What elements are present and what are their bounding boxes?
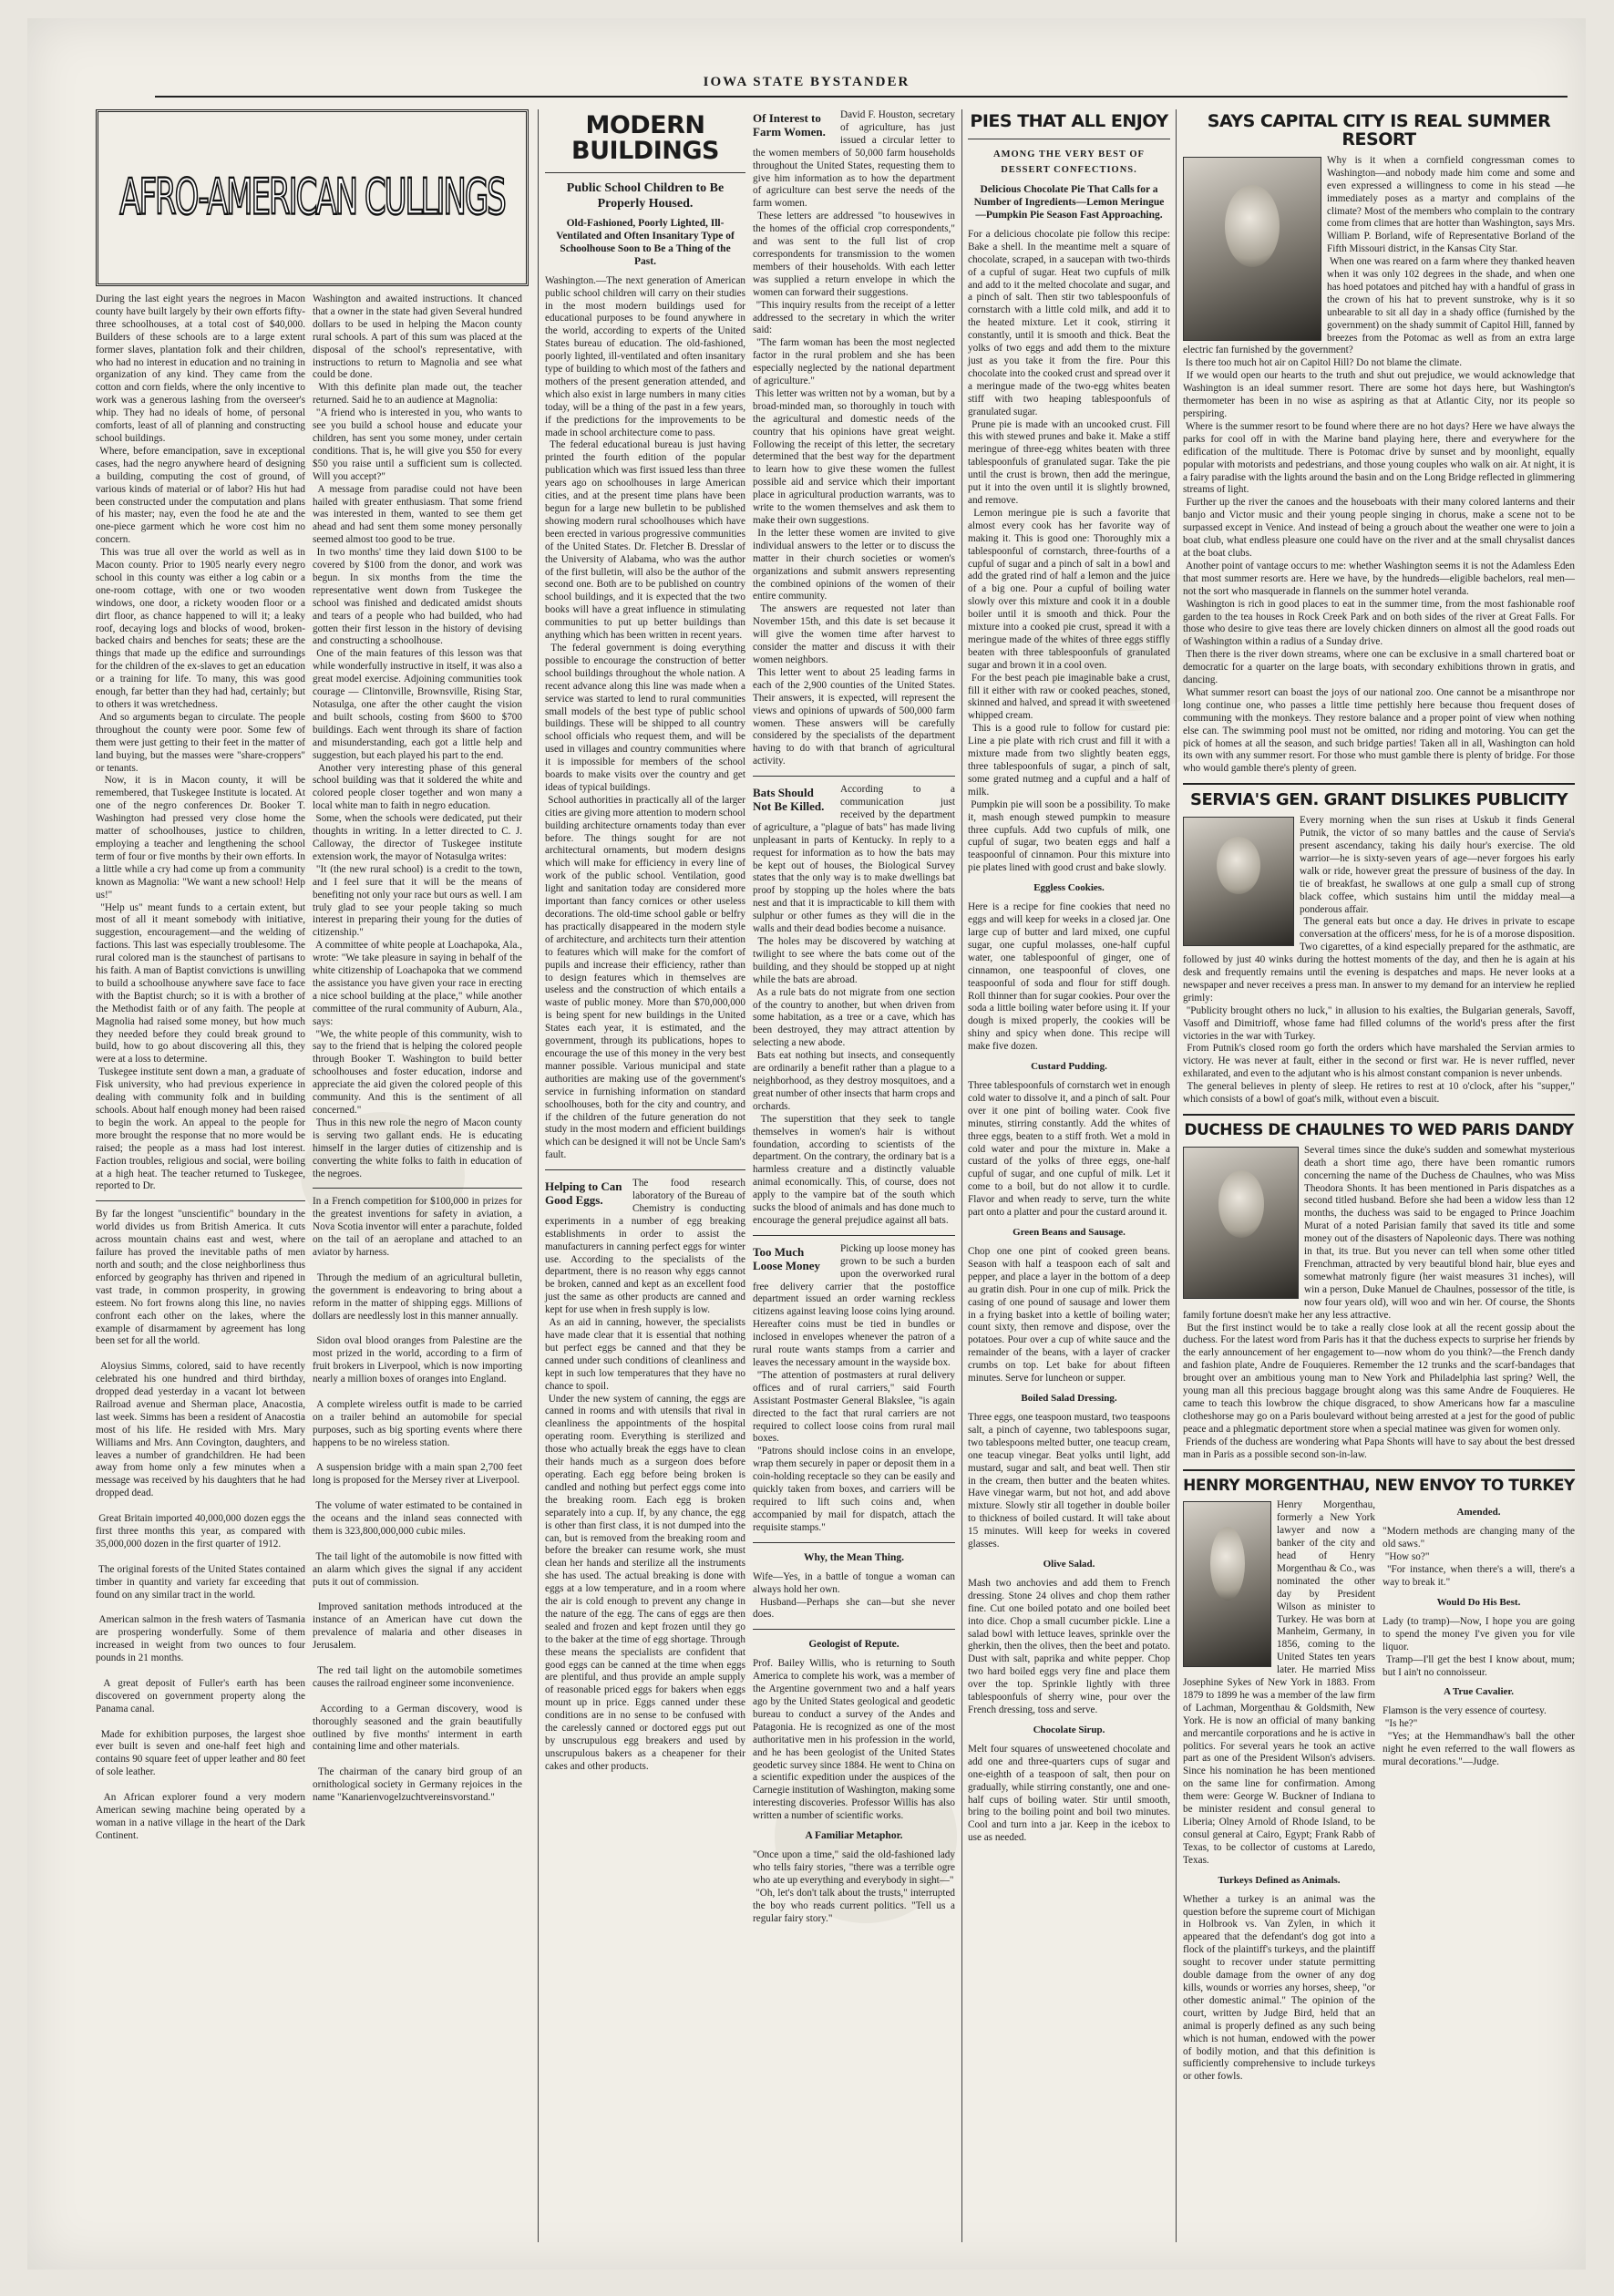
cullings-article-part2: Washington and awaited instructions. It chanced that a owner in the state had given Several hundred dollars to be used in helping the Macon county rural schools. A part of this sum was placed at the disposal of the school's representative, with instructions to return to Magnolia and see what could be done. With this definite plan made out, the teacher returned. Said he to an audience at Magnolia: "A friend who is interested in you, who wants to see you build a school house and educate your children, has sent you some money, under certain conditions. That is, he will give you $50 for every $50 you raise until a sufficient sum is collected. Will you accept?" A message from paradise could not have been hailed with greater enthusiasm. That some friend was interested in them, wanted to see them get ahead and had sent them some money personally seemed almost too good to be true. In two months' time they laid down $100 to be covered by $100 from the donor, and work was begun. In six months from the time the representative went down from Tuskegee the school was finished and dedicated amidst shouts and tears of a people who had builded, who had gotten their first lesson in the history of devising and constructing a schoolhouse. One of the main features of this lesson was that while wonderfully instructive in itself, it was also a great model exercise. Adjoining communities took courage — Clintonville, Brownsville, Rising Star, Notasulga, one after the other caught the vision and built schools, costing from $600 to $700 buildings. Each went through its share of faction and misunderstanding, each got a little help and suggestion, but each played his part to the end. Another very interesting phase of this general school building was that it soldered the white and colored people closer together and won many a local white man to faith in negro education. Some, when the schools were dedicated, put their thoughts in writing. In a letter directed to C. J. Calloway, the director of Tuskegee institute extension work, the mayor of Notasulga writes: "It (the new rural school) is a credit to the town, and I feel sure that it will be the means of benefiting not only your race but ours as well. I am truly glad to see your people taking so much interest in preparing their young for the duties of citizenship." A committee of white people at Loachapoka, Ala., wrote: "We take pleasure in saying in behalf of the white citizenship of Loachapoka that we commend the assistance you have given your race in erecting a nice school building at the place," while another committee of the rural community of Auburn, Ala., says: "We, the white people of this community, wish to say to the friend that is helping the colored people through Booker T. Washington to build better schoolhouses and foster education, indorse and appreciate the aid given the colored people of this community. And this is the sentiment of all concerned." Thus in this new role the negro of Macon county is serving two gallant ends. He is educating himself in the larger duties of citizenship and is converting the white folks to faith in education of the negroes. (313, 293, 523, 1179)
best-text: Lady (to tramp)—Now, I hope you are going to spend the money I've given you for vile liquor. Tramp—I'll get the best I know about, mum; but I ain't no connoisseur. (1383, 1615, 1575, 1678)
custard-text: Three tablespoonfuls of cornstarch wet in enough cold water to dissolve it, and a pinch of salt. Pour over it one pint of boiling water. Cook five minutes, stirring constantly. Add the whites of three eggs, beaten to a stiff froth. Wet a mold in cold water and pour the mixture in. Make a custard of the yolks of three eggs, one-half cupful of sugar, and one cupful of milk. Let it come to a boil, but do not allow it to curdle. Flavor and when ready to serve, turn the white part onto a platter and pour the custard around it. (968, 1080, 1173, 1219)
cookies-head: Eggless Cookies. (1033, 882, 1105, 894)
geologist-head: Geologist of Repute. (808, 1639, 900, 1651)
column-rule (961, 109, 962, 2242)
cullings-article-part1: During the last eight years the negroes in Macon county have built largely by their own efforts fifty-three schoolhouses, at a total cost of $40,000. Builders of these schools are to a large extent former slaves, plantation folk and their children, who had no interest in education and no training in organization of any kind. They came from the cotton and corn fields, where the only incentive to work was a generous lashing from the overseer's whip. They had no ideals of home, of personal comforts, least of all of planning and constructing school buildings. Where, before emancipation, save in exceptional cases, had the negro anywhere heard of designing a building, computing the cost of ground, of various kinds of material or of labor? His hut had been constructed under the computation and plans of his master; nay, even the food he ate and the one-piece garment which he wore cost him no concern. This was true all over the world as well as in Macon county. Prior to 1905 nearly every negro school in this county was either a log cabin or a one-room cottage, with one or two wooden windows, one door, a rickety wooden floor or a dirt floor, as chance happened to will it; a leaky roof, decaying logs and blocks of wood, broken-backed chairs and benches for seats; these are the things that made up the edifice and surroundings for the children of the ex-slaves to get an education or a training for life. To many, this was good enough, far better than they had had, certainly; but to others it was wretchedness. And so arguments began to circulate. The people throughout the county were poor. Some few of them were just getting to their feet in the matter of land buying, but the masses were "share-croppers" or tenants. Now, it is in Macon county, it will be remembered, that Tuskegee Institute is located. At one of the negro conferences Dr. Booker T. Washington had pressed very close home the matter of schoolhouses, justice to children, employing a teacher and lengthening the school term of four or five months by their own efforts. In a little while a cry had come up from a community known as Magnolia: "We want a new school! Help us!" "Help us" meant funds to a certain extent, but most of all it meant somebody with initiative, suggestion, encouragement—and the welding of factions. This last was especially troublesome. The rural colored man is the staunchest of partisans to his faith. A man of Baptist convictions is unwilling to build a schoolhouse anywhere save face to face with the Baptist church; so it is with a brother of the Methodist faith or of any faith. The people at Magnolia had raised some money, but how much they needed before they could break ground to build, how to go about discovering all this, they were at a loss to determine. Tuskegee institute sent down a man, a graduate of Fisk university, who had previous experience in dealing with community folk and in building schools. About half enough money had been raised to begin the work. An appeal to the people for more brought the response that no more would be raised; the people as a mass had lost interest. Faction troubles, religious and social, were boiling at a high heat. The teacher returned to Tuskegee, reported to Dr. (96, 293, 306, 1192)
modern-buildings-deck: Old-Fashioned, Poorly Lighted, Ill-Ventilated and Often Insanitary Type of Schoolhouse Soon to Be a Thing of the Past. (556, 217, 735, 267)
modern-buildings-text: Washington.—The next generation of American public school children will carry on their studies in the most modern buildings used for educational purposes to be found anywhere in the world, according to experts of the United States bureau of education. The old-fashioned, poorly lighted, ill-ventilated and often insanitary type of building to which most of the fathers and mothers of the present generation attended, and which also exist in large numbers in many cities today, will be a thing of the past in a few years, if the predictions for the improvements to be made in school architecture come to pass. The federal educational bureau is just having printed the fourth edition of the popular publication which was first issued less than three years ago on schoolhouses in large American cities, and at the present time plans have been begun for a large new bulletin to be published showing modern rural schoolhouses which have been erected in various progressive communities of the United States. Dr. Fletcher B. Dresslar of the University of Alabama, who was the author of the first bulletin, will also be the author of the second one. Both are to be published on country school buildings, and it is expected that the two books will have a great influence in stimulating communities to put up better buildings than anything which has been written in recent years. The federal government is doing everything possible to encourage the construction of better school buildings throughout the whole nation. A recent advance along this line was made when a service was started to lend to rural communities small models of the best type of public school buildings. These will be shipped to all country school officials who request them, and will be used in villages and country communities where it is impossible for members of the school boards to make visits over the country and get ideas of typical buildings. School authorities in practically all of the larger cities are giving more attention to modern school building architecture ornaments today than ever before. The things sought for are not architectural ornaments, but modern designs which will make for efficiency in every line of work of the public school. Ventilation, good light and sanitation today are considered more important than fancy cornices or other useless decorations. The old-time school gable or belfry has practically disappeared in the modern style of architecture, and architects turn their attention to features which will make for the comfort of pupils and increase their efficiency, rather than to design features which in themselves are useless and the construction of which entails a waste of public money. More than $70,000,000 is being spent for new buildings in the United States each year, it is estimated, and the government, through its publications, hopes to encourage the use of this money in the very best manner possible. Various municipal and state authorities are making use of the government's service in furnishing information on standard schoolhouses, both for the city and country, and if the children of the future generation do not study in the most modern and efficient buildings which can be designed it will not be Uncle Sam's fault. (545, 274, 746, 1161)
sirup-head: Chocolate Sirup. (1033, 1724, 1105, 1735)
cavalier-head: A True Cavalier. (1443, 1686, 1515, 1698)
newspaper-page (27, 18, 1586, 2270)
modern-buildings-subhead: Public School Children to Be Properly Housed. (566, 180, 725, 211)
cullings-title: AFRO-AMERICAN CULLINGS (119, 169, 505, 227)
metaphor-text: "Once upon a time," said the old-fashioned lady who tells fairy stories, "there was a terrible ogre who ate up everything and everybody in sight—" "Oh, let's don't talk about the trusts," interrupted the boy who reads current politics. "Tell us a regular fairy story." (753, 1849, 956, 1924)
farm-women-sidehead: Of Interest to Farm Women. (753, 111, 826, 139)
olive-head: Olive Salad. (1043, 1558, 1095, 1570)
capital-city-text: Why is it when a cornfield congressman comes to Washington—and nobody made him come and some and even expressed a willingness to come in his stead —he immediately poses as a martyr and complains of the climate? Most of the members who complain to the contrary come from climes that are hotter than Washington, says Mrs. William P. Borland, wife of Representative Borland of the Fifth Missouri district, in the Kansas City Star. When one was reared on a farm where they thanked heaven when it was only 102 degrees in the shade, and when one has hoed potatoes and pitched hay with a handful of grass in the crown of his hat to prevent sunstroke, why is it so unbearable to sit all day in a shady office (furnished by the government) on the shady summit of Capitol Hill, fanned by breezes from the Potomac as well as from an extra large electric fan furnished by the government? Is there too much hot air on Capitol Hill? Do not blame the climate. If we would open our hearts to the truth and shut out prejudice, we would acknowledge that Washington is an ideal summer resort. There are some hot days here, but Washington's thermometer has been in no wise as aspiring as that at Atlantic City, nor its people so perspiring. Where is the summer resort to be found where there are no hot days? Here we have always the parks for cool off in with the Marine band playing here, there and everywhere for the edification of the multitude. There is Potomac drive by sunset and by moonlight, equally popular with motorists and pedestrians, and those young couples who walk on air. At night, it is a fairy paradise with the lights around the basin and on the Long Bridge reflected in glimmering streams of light. Further up the river the canoes and the houseboats with their many colored lanterns and their banjo and Victor music and their young people singing in chorus, make a scene not to be surpassed except in Venice. And instead of being a grouch about the weather one were to join a boat club, what endless pleasure one could have on the river and at the small chrysalist dances at the boat clubs. Another point of vantage occurs to me: whether Washington seems it is not the Adamless Eden that most summer resorts are. Here we have, by the hundreds—eligible bachelors, real men—not the sort who masquerade in flannels on the summer hotel veranda. Washington is rich in good places to eat in the summer time, from the most fashionable roof garden to the tea houses in Rock Creek Park and on both sides of the river at Great Falls. For those who desire to give teas there are lovely chicken dinners on almost all the good roads out of Washington within a radius of a Sunday drive. Then there is the river down streams, where one can be exclusive in a small chartered boat or democratic for a quarter on the large boats, with secondary exhibitions thrown in gratis, and dancing. What summer resort can boast the joys of our national zoo. One cannot be a misanthrope nor long continue one, who passes a little time pettishly here because thou frequent doses of communing with the monkeys. They restore balance and a proper point of view when nothing else can. The swimming pool must not be omitted, nor riding and motoring. You can get the pick of homes at all the season, and such bridge parties! Taken all in all, Washington can hold its own with any summer resort. For those who must gamble there is plenty of bridge. For those who would gamble there's plenty of green. (1183, 154, 1576, 775)
loose-money-sidehead: Too Much Loose Money (753, 1244, 821, 1272)
pies-deck: Delicious Chocolate Pie That Calls for a Number of Ingredients—Lemon Meringue—Pumpkin Pie Season Fast Approaching. (973, 183, 1165, 221)
morgenthau-headline: HENRY MORGENTHAU, NEW ENVOY TO TURKEY (1183, 1476, 1575, 1495)
bats-sidehead: Bats Should Not Be Killed. (753, 786, 825, 814)
duchess-portrait (1183, 1147, 1299, 1299)
custard-head: Custard Pudding. (1031, 1061, 1107, 1073)
mean-thing-head: Why, the Mean Thing. (803, 1551, 905, 1563)
dressing-head: Boiled Salad Dressing. (1021, 1392, 1117, 1404)
cookies-text: Here is a recipe for fine cookies that need no eggs and will keep for weeks in a closed jar. One large cup of butter and lard mixed, one cupful sugar, one cupful molasses, one-half cupful water, one tablespoonful of ginger, one of cinnamon, one teaspoonful of cloves, one teaspoonful of soda and flour for stiff dough. Roll thinner than for sugar cookies. Pour over the soda a little boiling water before using it. If your dough is mixed properly, the cookies will be shiny and spicy when done. This recipe will make five dozen. (968, 901, 1173, 1053)
beans-text: Chop one one pint of cooked green beans. Season with half a teaspoon each of salt and pepper, and place a layer in the bottom of a deep au gratin dish. Pour in one cup of milk. Prick the casing of one pound of sausage and lower them in a frying basket into a kettle of boiling water; count sixty, then remove and dispose, over the potatoes. Pour over a cup of white sauce and the remainder of the beans, with a layer of cracker crumbs on top. Let bake for about fifteen minutes. Serve for luncheon or supper. (968, 1246, 1173, 1385)
eggs-text: The food research laboratory of the Bureau of Chemistry is conducting experiments in a number of egg breaking establishments in order to assist the manufacturers in canning perfect eggs for winter use. According to the specialists of the department, there is no reason why eggs cannot be broken, canned and kept as an excellent food just the same as other products are canned and kept for use when in fresh supply is low. As an aid in canning, however, the specialists have made clear that it is essential that nothing but perfect eggs be canned and that they be canned under such conditions of cleanliness and kept in such low temperatures that they have no chance to spoil. Under the new system of canning, the eggs are canned in rooms and with utensils that rival in cleanliness the appointments of the hospital operating room. Everything is sterilized and those who actually break the eggs have to clean their hands much as a surgeon does before operating. Each egg before being broken is candled and nothing but perfect eggs come into the breaking room. Each egg is broken separately into a cup. If, by any chance, the egg is other than first class, it is not dumped into the can, but is removed from the breaking room and before the breaker can resume work, she must clean her hands and sterilize all the instruments she has used. The actual breaking is done with eggs at a low temperature, and in a room where the air is cold enough to prevent any change in the nature of the egg. The cans of eggs are then sealed and frozen and kept frozen until they go to the baker at the time of egg shortage. Through these means the specialists are confident that good eggs can be canned at the time when eggs are plentiful, and thus provide an ample supply of reasonable priced eggs for bakers when eggs mount up in price. Eggs canned under these conditions are in no sense to be confused with the carelessly canned or doctored eggs put out by unscrupulous egg breakers and used by unscrupulous bakers as a cheapener for their cakes and other products. (545, 1178, 746, 1772)
pies-headline: PIES THAT ALL ENJOY (970, 111, 1168, 131)
geologist-text: Prof. Bailey Willis, who is returning to South America to complete his work, was a member of the Argentine government two and a half years ago by the United States geological and geodetic bureau to conduct a survey of the Andes and Patagonia. He is recognized as one of the most authoritative men in his profession in the world, and he has been geologist of the United States geodetic survey since 1884. He went to China on a scientific expedition under the auspices of the Carnegie institution of Washington, making some interesting discoveries. Professor Willis has also written a number of scientific works. (753, 1658, 958, 1822)
beans-head: Green Beans and Sausage. (1013, 1227, 1126, 1238)
turkeys-text: Whether a turkey is an animal was the question before the supreme court of Michigan in Holbrook vs. Van Zylen, in which it appeared that the defendant's dog got into a flock of the plaintiff's turkeys, and the plaintiff sought to recover under statute permitting double damage from the owner of any dog kills, wounds or worries any horses, sheep, "or other domestic animal." The opinion of the court, written by Judge Bird, held that an animal is properly defined as any such being which is not human, endowed with the power of bodily motion, and that this definition is sufficiently comprehensive to include turkeys or other fowls. (1183, 1893, 1378, 2083)
pies-subhead: AMONG THE VERY BEST OF DESSERT CONFECTIONS. (993, 149, 1145, 175)
masthead: IOWA STATE BYSTANDER (703, 75, 910, 89)
servia-text: Every morning when the sun rises at Uskub it finds General Putnik, the victor of so many battles and the cause of Servia's present ascendancy, taking his daily hour's exercise. The old warrior—he is sixty-seven years of age—never forgoes his early walk or ride, however great the pressure of business of the day. In tie of breakfast, he swallows at one gulp a small cup of strong black coffee, which sustains him until the midday meal—a ponderous affair. The general eats but once a day. He drives in private to escape conversation at the officers' mess, for he is of a morose disposition. Two cigarettes, of a kind especially prepared for the asthmatic, are followed by just 40 winks during the hottest moments of the day, and then he is again at his desk and frequently remains until the evening is despatches and maps. He never looks at a newspaper and never receives a press man. In answer to my demand for an interview he replied grimly: "Publicity brought others no luck," in allusion to his exalties, the Bulgarian generals, Savoff, Vasoff and Dimitrioff, whose fame had filled columns of the world's press after the first victories in the war with Turkey. From Putnik's closed room go forth the orders which have marshaled the Servian armies to victory. He was never at fault, either in the second or first war. He is never ruffled, never exhilarated, and even to the adjutant who is his almost constant companion is never unbends. The general believes in plenty of sleep. He retires to rest at 10 o'clock, after his "supper," which consists of a bowl of goat's milk, without even a biscuit. (1183, 815, 1576, 1106)
column-rule (538, 109, 539, 2242)
eggs-sidehead: Helping to Can Good Eggs. (545, 1179, 622, 1208)
olive-text: Mash two anchovies and add them to French dressing. Stone 24 olives and chop them rather fine. Cut one boiled potato and one boiled beet into dice. Chop a small cucumber pickle. Line a salad bowl with lettuce leaves, sprinkle over the gherkin, then the olives, then the beet and potato. Dust with salt, paprika and white pepper. Chop two hard boiled eggs very fine and place them over the top. Sprinkle lightly with three tablespoonfuls of sherry wine, pour over the French dressing, toss and serve. (968, 1577, 1173, 1715)
cullings-title-box (96, 109, 529, 286)
servia-headline: SERVIA'S GEN. GRANT DISLIKES PUBLICITY (1190, 790, 1568, 810)
top-rule (155, 96, 1568, 98)
amended-text: "Modern methods are changing many of the old saws." "How so?" "For instance, when there's a will, there's a way to break it." (1383, 1526, 1575, 1588)
duchess-text: Several times since the duke's sudden and somewhat mysterious death a short time ago, there have been romantic rumors concerning the name of the Duchess de Chaulnes, who was Miss Theodora Shonts. It has been mentioned in Paris dispatches as a second titled husband. Before she had been a widow less than 12 months, the duchess was said to be engaged to Prince Joachim Murat of a noted Parisian family that saved its title and some money out of the disasters of Napoleonic days. There was nothing in that, its true. But you never can tell when some other titled Frenchman, attracted by very beautiful blond hair, blue eyes and somewhat matronly figure (her waist measures 31 inches), will win a person, Duke Manuel de Chaulnes, possessor of the title, is now four years old), will woo and win her. Of course, the Shonts family fortune doesn't make her any less attractive. But the first instinct would be to take a really close look at all the recent gossip about the duchess. For the latest word from Paris has it that the duchess expects to surprise her friends by the early announcement of her engagement to—now whom do you think?—the French dandy and fashion plate, Andre de Fouquieres. Remember the 12 trunks and the scarf-bandages that brought over an ambitious young man to New York and Philadelphia last spring? Well, the young man all this precious baggage brought along was this same Andre de Fouquieres. He came to teach this lowbrow the chique disgraced, to show Americans how far a masculine clotheshorse may go on a Paris boulevard without being arrested at a jest for the good of public peace and a phlegmatic deportment store when a special matinee was given for women only. Friends of the duchess are wondering what Papa Shonts will have to say about the best dressed man in Paris as a possible second son-in-law. (1183, 1144, 1576, 1460)
right-section (1183, 109, 1575, 2256)
cullings-section (96, 109, 529, 2256)
amended-head: Amended. (1456, 1507, 1501, 1519)
cavalier-text: Flamson is the very essence of courtesy. "Is he?" "Yes; at the Hemmandhaw's ball the other night he even referred to the wall flowers as mural decorations."—Judge. (1383, 1705, 1576, 1768)
morgenthau-text: Henry Morgenthau, formerly a New York lawyer and now a banker of the city and head of Henry Morgenthau & Co., was nominated the other day by President Wilson as minister to Turkey. He was born at Manheim, Germany, in 1856, coming to the United States ten years later. He married Miss Josephine Sykes of New York in 1883. From 1879 to 1899 he was a member of the law firm of Lachman, Morgenthau & Goldsmith, New York. He is now an official of many banking and mercantile corporations and he is active in politics. For several years he took an active part as one of the President Wilson's advisers. Since his nomination he has been mentioned on the same line for confirmation. Among them were: George W. Buckner of Indiana to be minister resident and consul general to Liberia; Olney Arnold of Rhode Island, to be consul general at Cairo, Egypt; Frank Rabb of Texas, to be collector of customs at Laredo, Texas. (1183, 1499, 1378, 1866)
best-head: Would Do His Best. (1436, 1596, 1521, 1608)
duchess-headline: DUCHESS DE CHAULNES TO WED PARIS DANDY (1184, 1121, 1574, 1140)
mean-thing-text: Wife—Yes, in a battle of tongue a woman can always hold her own. Husband—Perhaps she can—but she never does. (753, 1570, 956, 1621)
cullings-briefs-part3: By far the longest "unscientific" boundary in the world divides us from British America. It cuts across mountain chains east and west, where failure has proved the inevitable paths of men north and south; and the close neighborliness thus enforced by geography has thriven and ripened in vast trade, in common prosperity, in growing esteem. No fort frowns along this line, no navies confront each other on the lakes, where the example of disarmament by agreement has long been set for all the world. Aloysius Simms, colored, said to have recently celebrated his one hundred and third birthday, dropped dead yesterday in a vacant lot between Railroad avenue and Sherman place, Anacostia, last week. Simms has been a resident of Anacostia most of his life. He resided with Mrs. Mary Williams and Mrs. Ann Covington, daughters, and leaves a number of grandchildren. He had been away from home only a few minutes when a message was received by his daughters that he had dropped dead. Great Britain imported 40,000,000 dozen eggs the first three months this year, as compared with 35,000,000 dozen in the first quarter of 1912. The original forests of the United States contained timber in quantity and variety far exceeding that found on any similar tract in the world. American salmon in the fresh waters of Tasmania are prospering wonderfully. Some of them increased in weight from two ounces to four pounds in 21 months. A great deposit of Fuller's earth has been discovered on government property along the Panama canal. Made for exhibition purposes, the largest shoe ever built is seven and one-half feet high and contains 90 square feet of upper leather and 80 feet of sole leather. An African explorer found a very modern American sewing machine being operated by a woman in a native village in the heart of the Dark Continent. (96, 1209, 306, 1841)
modern-buildings-headline: MODERN BUILDINGS (571, 111, 719, 166)
dressing-text: Three eggs, one teaspoon mustard, two teaspoons salt, a pinch of cayenne, two tablespoons sugar, two tablespoons melted butter, one teacup cream, one teacup vinegar. Beat yolks until light, add mustard, sugar and salt, and beat well. Then stir in the cream, then butter and the beaten whites. Have vinegar warm, but not hot, and add above mixture. Slowly stir all together in double boiler to thickness of boiled custard. It will take about 15 minutes. Will keep for weeks in covered glasses. (968, 1411, 1173, 1550)
loose-money-text: Picking up loose money has grown to be such a burden upon the overworked rural free delivery carrier that the postoffice department issued an order warning reckless citizens against leaving loose coins lying around. Hereafter coins must be tied in bundles or inclosed in envelopes whenever the patron of a rural route wants stamps from a carrier and leaves the necessary amount in the wayside box. "The attention of postmasters at rural delivery offices and of rural carriers," said Fourth Assistant Postmaster General Blakslee, "is again directed to the fact that rural carriers are not required to collect loose coins from rural mail boxes. "Patrons should inclose coins in an envelope, wrap them securely in paper or deposit them in a coin-holding receptacle so they can be easily and quickly taken from boxes, and carriers will be required to lift such coins and, when accompanied by mail for dispatch, attach the requisite stamps." (753, 1242, 955, 1533)
morgenthau-portrait (1183, 1501, 1271, 1667)
farm-women-text: David F. Houston, secretary of agriculture, has just issued a circular letter to the women members of 50,000 farm households throughout the United States, requesting them to give him information as to how the department of agriculture can best serve the needs of the farm women. These letters are addressed "to housewives in the homes of the official crop correspondents," and was sent to the full list of crop correspondents for transmission to the women members of their households. With each letter was supplied a return envelope in which the women can forward their suggestions. "This inquiry results from the receipt of a letter addressed to the secretary in which the writer said: "The farm woman has been the most neglected factor in the rural problem and she has been especially neglected by the national department of agriculture." This letter was written not by a woman, but by a broad-minded man, so thoroughly in touch with the agricultural and domestic needs of the country that his opinions have great weight. Following the receipt of this letter, the secretary determined that the best way for the department to learn how to give these women the fullest possible aid and service which their important place in agricultural production warrants, was to write to the women themselves and ask them to make their own suggestions. In the letter these women are invited to give individual answers to the letter or to discuss the matter in their church societies or women's organizations and submit answers representing the combined opinions of the women of their entire community. The answers are requested not later than November 15th, and this date is set because it will give the women time after harvest to consider the matter and discuss it with their women neighbors. This letter went to about 25 leading farms in each of the 2,900 counties of the United States. Their answers, it is expected, will represent the views and opinions of upwards of 500,000 farm women. These answers will be carefully considered by the specialists of the department having to do with that branch of agricultural activity. (753, 109, 956, 767)
turkeys-head: Turkeys Defined as Animals. (1218, 1874, 1341, 1886)
sirup-text: Melt four squares of unsweetened chocolate and add one and three-quarters cups of sugar and one-eighth of a teaspoon of salt, then pour on gradually, while stirring constantly, one and one-half cups of boiling water. Stir until smooth, bring to the boiling point and boil two minutes. Cool and turn into a jar. Keep in the icebox to use as needed. (968, 1743, 1173, 1844)
pies-section (968, 109, 1173, 2256)
column-rule (1176, 109, 1177, 2242)
borland-portrait (1183, 157, 1321, 341)
metaphor-head: A Familiar Metaphor. (805, 1830, 903, 1842)
bats-text: According to a communication just received by the department of agriculture, a "plague of bats" has made living unpleasant in parts of Kentucky. In reply to a request for information as to how the bats may be kept out of houses, the Biological Survey states that the only way is to make dwellings bat proof by stopping up the holes where the bats nest and that it is impracticable to kill them with sulphur or other fumes as they will die in the walls and their dead bodies become a nuisance. The holes may be discovered by watching at twilight to see where the bats come out of the building, and they should be stopped up at night while the bats are abroad. As a rule bats do not migrate from one section of the country to another, but when driven from some habitation, as a tree or a cave, which has been destroyed, they may attract attention by selecting a new abode. Bats eat nothing but insects, and consequently are ordinarily a benefit rather than a plague to a neighborhood, as they destroy mosquitoes, and a great number of other insects that harm crops and orchards. The superstition that they seek to tangle themselves in women's hair is without foundation, according to scientists of the department. On the contrary, the ordinary bat is a harmless creature and a distinctly valuable animal economically. This, of course, does not apply to the vampire bat of the south which sucks the blood of animals and has done much to encourage the general prejudice against all bats. (753, 784, 956, 1226)
modern-buildings-section (545, 109, 958, 2256)
capital-city-headline: SAYS CAPITAL CITY IS REAL SUMMER RESORT (1207, 111, 1551, 149)
cullings-briefs-part4: In a French competition for $100,000 in prizes for the greatest inventions for safety in aviation, a Nova Scotia inventor will enter a parachute, folded on the tail of an aeroplane and attached to an aviator by harness. Through the medium of an agricultural bulletin, the government is endeavoring to bring about a reform in the matter of shipping eggs. Millions of dollars are needlessly lost in this manner annually. Sidon oval blood oranges from Palestine are the most prized in the world, according to a firm of fruit brokers in Liverpool, which is now importing nearly a million boxes of oranges into England. A complete wireless outfit is made to be carried on a trailer behind an automobile for special purposes, such as big sporting events where there happens to be no wireless station. A suspension bridge with a main span 2,700 feet long is proposed for the Mersey river at Liverpool. The volume of water estimated to be contained in the oceans and the inland seas connected with them is 323,800,000,000 cubic miles. The tail light of the automobile is now fitted with an alarm which gives the signal if any accident puts it out of commission. Improved sanitation methods introduced at the instance of an American have cut down the prevalence of malaria and other diseases in Jerusalem. The red tail light on the automobile sometimes causes the railroad engineer some inconvenience. According to a German discovery, wood is thoroughly seasoned and the grain beautifully outlined by five months' interment in earth containing lime and other materials. The chairman of the canary bird group of an ornithological society in Germany rejoices in the name "Kanarienvogelzuchtvereinsvorstand." (313, 1196, 523, 1804)
pies-text: For a delicious chocolate pie follow this recipe: Bake a shell. In the meantime melt a square of chocolate, scraped, in a saucepan with two-thirds of a cupful of sugar. Heat two cupfuls of milk and add to it the melted chocolate and sugar, and a pinch of salt. Then stir two tablespoonfuls of cornstarch with a little cold milk, and add it to the heated mixture. Let it cook, stirring it constantly, until it is smooth and thick. Beat the yolks of two eggs and add them to the mixture just as you take it from the fire. Pour this chocolate into the cooked crust and spread over it a meringue made of the two-egg whites beaten stiff with two heaping tablespoonfuls of granulated sugar. Prune pie is made with an uncooked crust. Fill this with stewed prunes and bake it. Make a stiff meringue of three-egg whites beaten with three tablespoonfuls of granulated sugar. Take the pie until the crust is brown, then add the meringue, put it into the oven until it is slightly browned, and remove. Lemon meringue pie is such a favorite that almost every cook has her favorite way of making it. This is good one: Thoroughly mix a tablespoonful of cornstarch, three-fourths of a cupful of sugar and a pinch of salt in a bowl and add the grated rind of half a lemon and the juice of a big one. Pour a cupful of boiling water slowly over this mixture and cook it in a double boiler until it is smooth and thick. Pour the mixture into a cooked pie crust, spread it with a meringue made of the whites of three eggs stiffly beaten with three tablespoonfuls of granulated sugar and brown it in a cool oven. For the best peach pie imaginable bake a crust, fill it either with raw or cooked peaches, stoned, skinned and halved, and spread it with sweetened whipped cream. This is a good rule to follow for custard pie: Line a pie plate with rich crust and fill it with a mixture made from two slightly beaten eggs, three tablespoonfuls of sugar, a pinch of salt, some grated nutmeg and a cupful and a half of milk. Pumpkin pie will soon be a possibility. To make it, mash enough stewed pumpkin to measure three cupfuls. Add two cupfuls of milk, one cupful of sugar, two beaten eggs and half a teaspoonful of cinnamon. Pour this mixture into pie plates lined with good crust and bake slowly. (968, 228, 1171, 874)
putnik-portrait (1183, 817, 1294, 946)
